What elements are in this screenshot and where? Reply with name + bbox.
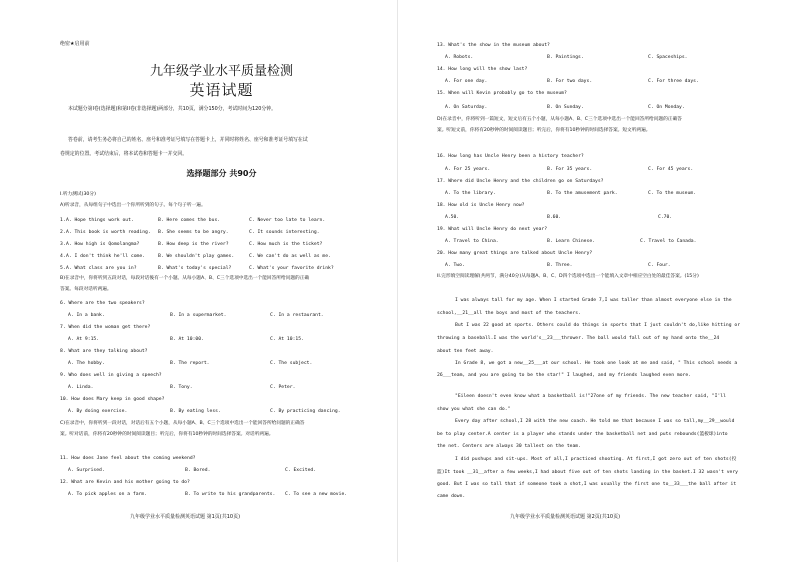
option: C. For three days. bbox=[648, 79, 699, 84]
question-text: 13. What's the show in the museum about? bbox=[437, 43, 550, 48]
option: A. I don't think he'll come. bbox=[66, 254, 146, 259]
question-text: 20. How many great things are talked about Uncle Henry? bbox=[437, 251, 593, 256]
passage-line: I was always tall for my age. When I started Grade 7,I was taller than almost everyone else in the bbox=[455, 298, 732, 303]
option: C. On Monday. bbox=[648, 105, 685, 110]
option: C.70. bbox=[658, 215, 673, 220]
option: A. The hobby. bbox=[68, 361, 105, 366]
question-text: 6. Where are the two speakers? bbox=[60, 301, 145, 306]
option: B. The report. bbox=[170, 361, 210, 366]
passage-line: show you what she can do." bbox=[437, 407, 511, 412]
option: B. Tony. bbox=[170, 385, 193, 390]
option: A. What class are you in? bbox=[66, 266, 137, 271]
notice-line-2: 卷规定的位置。考试结束后，将本试卷和答题卡一并交回。 bbox=[60, 151, 188, 157]
option: C. Excited. bbox=[285, 468, 317, 473]
option: B. To the amusement park. bbox=[547, 191, 618, 196]
option: B. Paintings. bbox=[547, 55, 584, 60]
option: C. Never too late to learn. bbox=[249, 218, 326, 223]
option: B. For two days. bbox=[547, 79, 593, 84]
option: A. This book is worth reading. bbox=[66, 230, 151, 235]
option: A. In a bank. bbox=[68, 313, 105, 318]
passage-line: came down. bbox=[437, 494, 466, 499]
passage-line: I did pushups and sit-ups. Most of all,I practiced shooting. At first,I got zero out of ten shots(投 bbox=[455, 457, 737, 462]
question-text: 18. How old is Uncle Henry now? bbox=[437, 203, 525, 208]
option: A. At 9:15. bbox=[68, 337, 100, 342]
option: C. Travel to Canada. bbox=[640, 239, 697, 244]
option: B. Three. bbox=[547, 263, 573, 268]
option: B. Here comes the bus. bbox=[158, 218, 221, 223]
passage-line: Every day after school,I 28 with the new coach. He told me that because I was so tall,my__29__would bbox=[455, 419, 735, 424]
section-heading: II.完形填空阅读理解(共两节，满分40分)从每题A、B、C、D四个选项中选出一个能填入文章中相应空白处的最佳答案。(15分) bbox=[437, 274, 699, 279]
exam-subtitle: 英语试题 bbox=[189, 81, 254, 99]
option: C. For 45 years. bbox=[648, 167, 694, 172]
option: B. For 35 years. bbox=[547, 167, 593, 172]
question-text: 12. What are Kevin and his mother going to do? bbox=[60, 480, 190, 485]
intro-text: 本试题分第I卷(选择题)和第II卷(非选择题)两部分，共10页，满分150分，考试时间为120分钟。 bbox=[68, 106, 277, 112]
passage-line: be to play center.A center is a player who stands under the basketball net and puts rebounds(篮板球)into bbox=[437, 432, 728, 437]
option: A. For one day. bbox=[445, 79, 488, 84]
section-instruction: C)在录音中，你将听到一段对话，对话后有五个小题，从每小题A、B、C三个选项中选出一个能回答所给问题的正确答 bbox=[60, 421, 305, 426]
option: B. Bored. bbox=[185, 468, 211, 473]
section-instruction: D)在录音中，你将听到一篇短文，短文后有五个小题，从每小题A、B、C三个选项中选出一个能回答所给问题的正确答 bbox=[437, 117, 682, 122]
confidential-mark: 绝密★启用前 bbox=[60, 41, 90, 47]
option: B. In a supermarket. bbox=[170, 313, 227, 318]
option: B. What's today's special? bbox=[158, 266, 232, 271]
option: B. How deep is the river? bbox=[158, 242, 229, 247]
option: C. To see a new movie. bbox=[285, 492, 348, 497]
question-text: 8. What are they talking about? bbox=[60, 349, 148, 354]
option: C. Spaceships. bbox=[648, 55, 688, 60]
question-text: 7. When did the woman get there? bbox=[60, 325, 151, 330]
question-text: 11. How does Jane feel about the coming weekend? bbox=[60, 456, 196, 461]
exam-title: 九年级学业水平质量检测 bbox=[149, 64, 293, 79]
question-text: 9. Who does well in giving a speech? bbox=[60, 373, 162, 378]
option: B. We shouldn't play games. bbox=[158, 254, 235, 259]
option: B. Learn Chinese. bbox=[547, 239, 595, 244]
question-number: 3. bbox=[60, 242, 66, 247]
option: C. To the museum. bbox=[648, 191, 696, 196]
option: A. To the library. bbox=[445, 191, 496, 196]
option: B. At 10:00. bbox=[170, 337, 204, 342]
passage-line: good. But I was so tall that if someone took a shot,I was usually the first one to__33___the ball after it bbox=[437, 482, 737, 487]
passage-line: throwing a baseball.I was the world's__23___thrower. The ball would fall out of my hand onto the__24 bbox=[437, 336, 720, 341]
option: B. By eating less. bbox=[170, 409, 221, 414]
question-number: 4. bbox=[60, 254, 66, 259]
option: A. Two. bbox=[445, 263, 465, 268]
option: A. To pick apples on a farm. bbox=[68, 492, 148, 497]
question-text: 16. How long has Uncle Henry been a history teacher? bbox=[437, 154, 584, 159]
question-text: 10. How does Mary keep in good shape? bbox=[60, 397, 165, 402]
option: B. On Sunday. bbox=[547, 105, 584, 110]
section-instruction: B)在录音中，你将听到五段对话，每段对话後有一个小题。从每小题A、B、C三个选项中选出一个能回答所给问题的正确 bbox=[60, 276, 310, 281]
question-text: 14. How long will the show last? bbox=[437, 67, 528, 72]
section-instruction: 案。听短文前，你将有20秒钟的时间阅读题目；听完后，你将有10秒钟的时间选择答案。短文听两遍。 bbox=[437, 128, 651, 133]
option: C. The subject. bbox=[270, 361, 313, 366]
option: C. Peter. bbox=[270, 385, 296, 390]
passage-line: school,__21__all the boys and most of the teachers. bbox=[437, 311, 581, 316]
option: B.60. bbox=[547, 215, 562, 220]
option: C. At 10:15. bbox=[270, 337, 304, 342]
page-footer: 九年级学业水平质量检测英语试题 第1页(共10页) bbox=[130, 514, 241, 520]
option: C. What's your favorite drink? bbox=[249, 266, 334, 271]
question-number: 2. bbox=[60, 230, 66, 235]
section-heading: I.听力测试(30分) bbox=[60, 192, 96, 197]
option: A.50. bbox=[445, 215, 460, 220]
passage-line: 篮)It took __31__after a few weeks,I had about five out of ten shots landing in the basket.I 32 wasn't very bbox=[437, 470, 739, 475]
section-instruction: 答案。每段对话听两遍。 bbox=[60, 287, 112, 292]
option: A. On Saturday. bbox=[445, 105, 488, 110]
option: C. It sounds interesting. bbox=[249, 230, 320, 235]
option: A. Linda. bbox=[68, 385, 94, 390]
option: A. For 25 years. bbox=[445, 167, 491, 172]
notice-line-1: 答卷前，请考生务必将自己的姓名、座号和准考证号填写在答题卡上，并同时将姓名、座号和准考证号填写在试 bbox=[68, 137, 308, 143]
passage-line: the net. Centers are always 30 tallest on the team. bbox=[437, 444, 581, 449]
option: B. She seems to be angry. bbox=[158, 230, 229, 235]
option: C. How much is the ticket? bbox=[249, 242, 323, 247]
option: A. By doing exercise. bbox=[68, 409, 128, 414]
section-instruction: 案。听对话前，你将有20秒钟的时间阅读题目；听完后，你将有10秒钟的时间选择答案。对话听两遍。 bbox=[60, 432, 274, 437]
question-text: 19. What will Uncle Henry do next year? bbox=[437, 227, 548, 232]
question-number: 5. bbox=[60, 266, 66, 271]
passage-line: 26___team, and you are going to be the star!" I laughed, and my friends laughed even more. bbox=[437, 373, 691, 378]
option: C. We can't do as well as me. bbox=[249, 254, 331, 259]
page-footer: 九年级学业水平质量检测英语试题 第2页(共10页) bbox=[510, 514, 621, 520]
option: C. By practicing dancing. bbox=[270, 409, 341, 414]
question-text: 15. When will Kevin probably go to the museum? bbox=[437, 91, 567, 96]
option: A. Hope things work out. bbox=[66, 218, 134, 223]
option: A. Travel to China. bbox=[445, 239, 499, 244]
question-number: 1. bbox=[60, 218, 66, 223]
part-title: 选择题部分 共90分 bbox=[186, 169, 257, 178]
option: A. Surprised. bbox=[68, 468, 105, 473]
option: C. In a restaurant. bbox=[270, 313, 324, 318]
passage-line: In Grade 8, we got a new__25___at our school. He took one look at me and said, " This school needs a bbox=[455, 361, 738, 366]
option: A. How high is Qomolangma? bbox=[66, 242, 140, 247]
option: C. Four. bbox=[648, 263, 671, 268]
option: A. Robots. bbox=[445, 55, 474, 60]
passage-line: But I was 22 good at sports. Others could do things in sports that I just couldn't do,like hitting or bbox=[455, 323, 741, 328]
question-text: 17. Where did Uncle Henry and the children go on Saturdays? bbox=[437, 179, 604, 184]
option: B. To write to his grandparents. bbox=[185, 492, 276, 497]
section-instruction: A)听录音，从每组句子中选出一个你所听到的句子。每个句子听一遍。 bbox=[60, 203, 206, 208]
passage-line: about ten feet away. bbox=[437, 349, 494, 354]
passage-line: "Eileen doesn't even know what a basketball is!"27one of my friends. The new teacher said, "I'll bbox=[455, 394, 726, 399]
